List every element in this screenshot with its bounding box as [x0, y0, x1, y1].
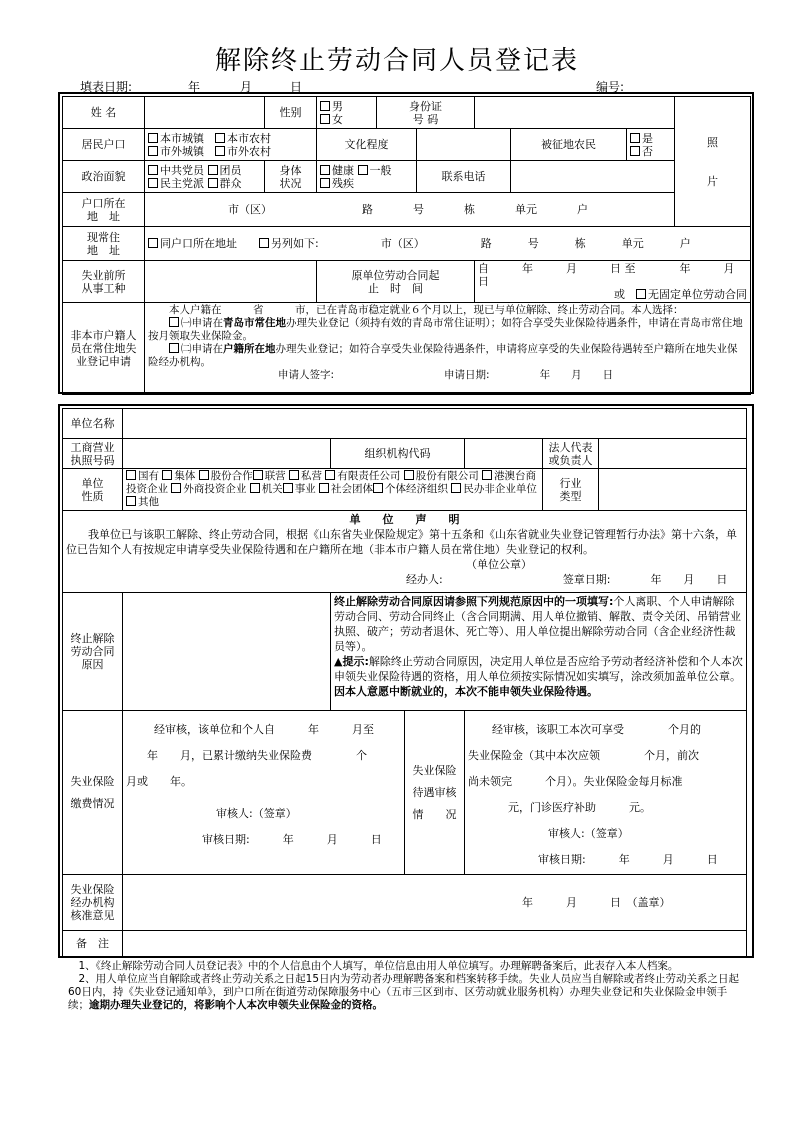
no-fixed-checkbox[interactable]	[636, 289, 646, 299]
personal-table	[62, 96, 751, 395]
health-label: 身体 状况	[265, 161, 317, 193]
date-month: 月	[240, 80, 253, 94]
id-field[interactable]	[475, 97, 675, 129]
landless-options	[627, 129, 675, 161]
gender-label: 性别	[265, 97, 317, 129]
nonlocal-content	[145, 303, 751, 395]
nature-opt-4: 联营	[264, 470, 286, 482]
nonlocal-opt2-bold: 户籍所在地	[223, 343, 276, 355]
pol-checkbox-4[interactable]	[208, 178, 218, 188]
nature-cb-10[interactable]	[250, 483, 260, 493]
name-label: 姓 名	[63, 97, 145, 129]
nature-opt-1: 国有	[138, 470, 159, 482]
nonlocal-opt1-post: 办理失业登记（须持有效的青岛市常住证明）；如符合享受失业保险待遇条件，申请在青岛市常住地按月领取失业保险金。	[148, 317, 743, 342]
nature-opt-2: 集体	[174, 470, 196, 482]
addr-road: 路	[362, 203, 373, 216]
industry-field[interactable]	[599, 469, 747, 511]
addr-unit: 单元	[515, 203, 537, 216]
note-2-bold: 逾期办理失业登记的，将影响个人本次申领失业保险金的资格。	[89, 999, 383, 1011]
res-checkbox-1[interactable]	[148, 133, 158, 143]
agency-field[interactable]	[123, 875, 747, 931]
tip-bold: ▲提示:	[334, 655, 369, 668]
payment-label: 失业保险 缴费情况	[63, 711, 123, 875]
id-label: 身份证 号 码	[377, 97, 475, 129]
note-2: 2、用人单位应当自解除或者终止劳动关系之日起15日内为劳动者办理解聘备案和档案转移手续。失业人员应当自解除或者终止劳动关系之日起60日内，持《失业登记通知单》，到户口所在街道劳动保障服务中心（五市三区到市、区劳动就业服务机构）办理失业登记和失业保险金申领手续；	[68, 973, 740, 1011]
no-checkbox[interactable]	[630, 146, 640, 156]
other-addr-text: 另列如下:	[271, 237, 319, 250]
reason-guide-bold: 终止解除劳动合同原因请参照下列规范原因中的一项填写:	[334, 595, 614, 608]
current-addr-label: 现常住 地 址	[63, 227, 145, 261]
unit-name-field[interactable]	[123, 409, 747, 439]
agency-label: 失业保险 经办机构 核准意见	[63, 875, 123, 931]
cur-addr-bldg: 栋	[574, 237, 586, 250]
nonlocal-opt1-pre: ㈠申请在	[181, 317, 223, 329]
nature-cb-2[interactable]	[162, 470, 172, 480]
to-text: 至	[624, 262, 636, 275]
nature-options	[123, 469, 543, 511]
nature-cb-8[interactable]	[482, 470, 492, 480]
nonlocal-opt2-post: 办理失业登记；如符合享受失业保险待遇条件，申请将应享受的失业保险待遇转至户籍所在地失业保险经办机构。	[148, 343, 738, 368]
no-fixed-text: 无固定单位劳动合同	[648, 288, 747, 301]
sign-date-ymd: 年 月 日	[650, 573, 728, 586]
date-day: 日	[290, 80, 303, 94]
license-field[interactable]	[123, 439, 331, 469]
benefit-content	[465, 711, 747, 875]
date-year: 年	[188, 80, 201, 94]
res-opt-4: 市外农村	[227, 144, 271, 158]
unit-table	[62, 408, 747, 957]
nature-opt-10: 机关	[261, 483, 283, 495]
license-label: 工商营业 执照号码	[63, 439, 123, 469]
health-options	[317, 161, 417, 193]
remarks-field[interactable]	[123, 931, 747, 957]
health-opt-3: 残疾	[332, 176, 354, 190]
benefit-line-1: 经审核，该职工本次可享受 个月的	[492, 723, 701, 736]
name-field[interactable]	[145, 97, 265, 129]
to-year: 年	[679, 262, 691, 275]
page-title: 解除终止劳动合同人员登记表	[214, 46, 579, 76]
addr-no: 号	[413, 203, 424, 216]
nonlocal-opt2-pre: ㈡申请在	[181, 343, 223, 355]
payment-line-3: 月或 年。	[126, 775, 192, 788]
nature-opt-12: 社会团体	[331, 483, 374, 495]
nature-cb-4[interactable]	[253, 470, 263, 480]
nature-cb-12[interactable]	[319, 483, 329, 493]
note-1: 1、《终止解除劳动合同人员登记表》中的个人信息由个人填写，单位信息由用人单位填写。办理解聘备案后，此表存入本人档案。	[78, 960, 679, 972]
payment-line-2: 年 月，已累计缴纳失业保险费 个	[136, 749, 367, 762]
res-checkbox-3[interactable]	[148, 146, 158, 156]
benefit-line-4: 元，门诊医疗补助 元。	[508, 801, 651, 814]
female-text: 女	[332, 112, 343, 126]
res-opt-1: 本市城镇	[160, 131, 204, 145]
nonlocal-opt1-checkbox[interactable]	[169, 317, 179, 327]
education-field[interactable]	[417, 129, 511, 161]
same-addr-checkbox[interactable]	[148, 238, 158, 248]
benefit-reviewer: 审核人:（签章）	[548, 827, 629, 840]
pol-opt-4: 群众	[219, 176, 242, 190]
nature-opt-14: 民办非企业单位	[463, 483, 537, 495]
reason-field[interactable]	[123, 593, 331, 711]
nature-cb-1[interactable]	[126, 470, 136, 480]
contract-period-field[interactable]	[475, 261, 751, 303]
apply-date-label: 申请日期:	[444, 369, 490, 381]
apply-day: 日	[602, 369, 614, 381]
male-text: 男	[332, 99, 343, 113]
nature-opt-11: 事业	[294, 483, 316, 495]
benefit-review-date: 审核日期: 年 月 日	[538, 853, 718, 866]
pol-checkbox-1[interactable]	[148, 165, 158, 175]
nature-cb-14[interactable]	[451, 483, 461, 493]
health-checkbox-2[interactable]	[358, 165, 368, 175]
unit-seal: （单位公章）	[466, 558, 532, 571]
apply-month: 月	[571, 369, 582, 381]
hukou-addr-label: 户口所在 地 址	[63, 193, 145, 227]
prev-job-field[interactable]	[145, 261, 317, 303]
benefit-line-3: 尚未领完 个月）。失业保险金每月标准	[468, 775, 683, 788]
legal-rep-label: 法人代表 或负责人	[543, 439, 599, 469]
declaration-cell	[63, 511, 747, 593]
sign-date-label: 签章日期:	[562, 573, 611, 586]
yes-checkbox[interactable]	[630, 133, 640, 143]
political-options	[145, 161, 265, 193]
from-text: 自	[478, 262, 489, 275]
agency-stamp: 年 月 日 （盖章）	[522, 896, 671, 909]
health-checkbox-3[interactable]	[320, 178, 330, 188]
nature-opt-5: 私营	[301, 470, 323, 482]
nature-opt-6: 有限责任公司	[337, 470, 401, 482]
nature-cb-5[interactable]	[289, 470, 299, 480]
payment-line-1: 经审核，该单位和个人自 年 月至	[154, 723, 374, 736]
nature-cb-11[interactable]	[283, 483, 293, 493]
from-day: 日	[610, 262, 621, 275]
pol-checkbox-2[interactable]	[208, 165, 218, 175]
pol-checkbox-3[interactable]	[148, 178, 158, 188]
date-label: 填表日期:	[80, 80, 133, 94]
benefit-label: 失业保险 待遇审核 情 况	[405, 711, 465, 875]
org-code-label: 组织机构代码	[331, 439, 465, 469]
declaration-text: 我单位已与该职工解除、终止劳动合同，根据《山东省失业保险规定》第十五条和《山东省就业失业登记管理暂行办法》第十六条，单位已告知个人有按规定申请享受失业保险待遇和在户籍所在地（非本市户籍人员在常住地）失业登记的权利。	[66, 528, 737, 556]
payment-reviewer: 审核人:（签章）	[216, 807, 297, 820]
same-addr-text: 同户口所在地址	[160, 237, 237, 250]
nature-cb-13[interactable]	[373, 483, 383, 493]
res-opt-2: 本市农村	[227, 131, 271, 145]
male-checkbox[interactable]	[320, 101, 330, 111]
apply-year: 年	[539, 369, 551, 381]
res-opt-3: 市外城镇	[160, 144, 204, 158]
cur-addr-no: 号	[527, 237, 539, 250]
residence-options	[145, 129, 317, 161]
reason-label: 终止解除劳动合同原因	[63, 593, 123, 711]
industry-label: 行业 类型	[543, 469, 599, 511]
residence-label: 居民户口	[63, 129, 145, 161]
res-checkbox-2[interactable]	[215, 133, 225, 143]
pol-opt-2: 团员	[219, 163, 242, 177]
photo-box: 照 片	[675, 97, 751, 227]
phone-field[interactable]	[511, 161, 675, 193]
health-opt-1: 健康	[332, 163, 354, 177]
from-year: 年	[522, 262, 533, 275]
reason-guide	[331, 593, 747, 711]
contract-period-label: 原单位劳动合同起 止 时 间	[317, 261, 475, 303]
prev-job-label: 失业前所 从事工种	[63, 261, 145, 303]
political-label: 政治面貌	[63, 161, 145, 193]
legal-rep-field[interactable]	[599, 439, 747, 469]
cur-addr-unit: 单元	[621, 237, 644, 250]
nature-opt-15: 其他	[138, 496, 159, 508]
to-day: 日	[478, 275, 489, 288]
res-checkbox-4[interactable]	[215, 146, 225, 156]
applicant-sign-label: 申请人签字:	[278, 369, 335, 381]
pol-opt-1: 中共党员	[160, 163, 204, 177]
addr-city: 市（区）	[228, 203, 272, 216]
benefit-line-2: 失业保险金（其中本次应领 个月，前次	[468, 749, 699, 762]
other-addr-checkbox[interactable]	[259, 238, 269, 248]
reason-guide-text: 个人离职、个人申请解除劳动合同、劳动合同终止（含合同期满、用人单位撤销、解散、责令关闭、吊销营业执照、破产；劳动者退休、死亡等）、用人单位提出解除劳动合同（含企业经济性裁员等）。	[334, 595, 741, 653]
cur-addr-city: 市（区）	[380, 237, 425, 250]
from-month: 月	[566, 262, 577, 275]
addr-bldg: 栋	[464, 203, 475, 216]
tip-text: 解除终止劳动合同原因，决定用人单位是否应给予劳动者经济补偿和个人本次申领失业保险待遇的资格，用人单位须按实际情况如实填写，涂改须加盖单位公章。	[334, 655, 743, 683]
nature-cb-3[interactable]	[199, 470, 209, 480]
health-checkbox-1[interactable]	[320, 165, 330, 175]
nonlocal-label: 非本市户籍人员在常住地失业登记申请	[63, 303, 145, 395]
cur-addr-road: 路	[480, 237, 492, 250]
or-text: 或	[614, 288, 625, 301]
nature-opt-8: 港澳台商投资企业	[126, 470, 537, 495]
nature-label: 单位 性质	[63, 469, 123, 511]
serial-label: 编号:	[596, 80, 625, 94]
cur-addr-room: 户	[679, 237, 691, 250]
nature-opt-13: 个体经济组织	[385, 483, 449, 495]
nature-cb-15[interactable]	[126, 496, 136, 506]
nature-cb-7[interactable]	[404, 470, 414, 480]
landless-label: 被征地农民	[511, 129, 627, 161]
female-checkbox[interactable]	[320, 114, 330, 124]
addr-room: 户	[577, 203, 588, 216]
no-text: 否	[642, 144, 653, 158]
handler-label: 经办人:	[406, 573, 443, 586]
gender-options	[317, 97, 377, 129]
current-addr-field[interactable]	[145, 227, 751, 261]
warning-text: 因本人意愿中断就业的，本次不能申领失业保险待遇。	[334, 685, 598, 698]
health-opt-2: 一般	[369, 163, 392, 177]
payment-content	[123, 711, 405, 875]
nonlocal-opt2-checkbox[interactable]	[169, 343, 179, 353]
hukou-addr-field[interactable]	[145, 193, 675, 227]
declaration-title: 单 位 声 明	[349, 513, 460, 526]
nature-opt-7: 股份有限公司	[415, 470, 479, 482]
yes-text: 是	[642, 131, 653, 145]
payment-review-date: 审核日期: 年 月 日	[202, 833, 382, 846]
remarks-label: 备 注	[63, 931, 123, 957]
org-code-field[interactable]	[465, 439, 543, 469]
nature-opt-3: 股份合作	[210, 470, 253, 482]
nature-cb-9[interactable]	[171, 483, 181, 493]
nature-opt-9: 外商投资企业	[183, 483, 247, 495]
phone-label: 联系电话	[417, 161, 511, 193]
nonlocal-text: 本人户籍在 省 市，已在青岛市稳定就业６个月以上，现已与单位解除、终止劳动合同。本人选择：	[169, 304, 684, 316]
nature-cb-6[interactable]	[325, 470, 335, 480]
notes	[68, 960, 748, 1012]
education-label: 文化程度	[317, 129, 417, 161]
pol-opt-3: 民主党派	[160, 176, 204, 190]
to-month: 月	[723, 262, 735, 275]
nonlocal-opt1-bold: 青岛市常住地	[223, 317, 286, 329]
unit-name-label: 单位名称	[63, 409, 123, 439]
